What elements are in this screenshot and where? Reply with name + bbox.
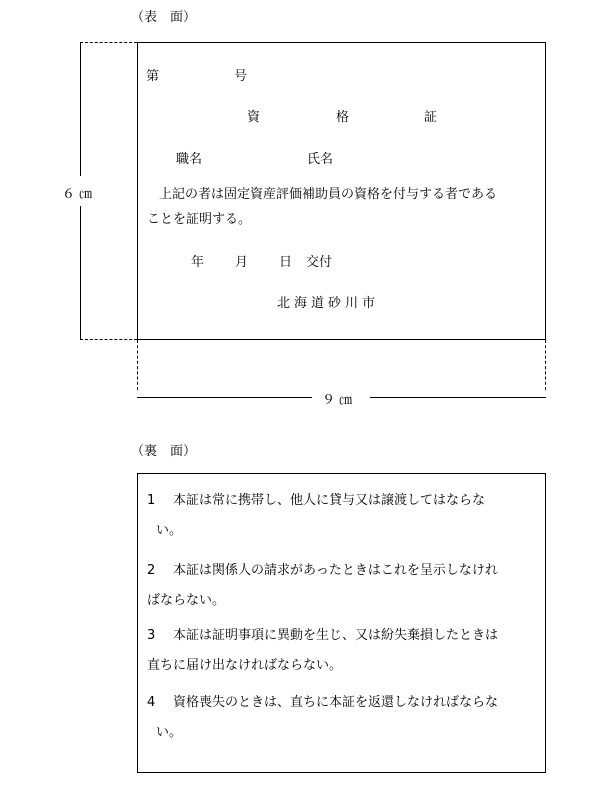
item-number: 3 [147, 628, 156, 643]
height-dimension-line-lower [80, 206, 81, 340]
width-dimension-label: ９ ㎝ [322, 393, 353, 408]
position-label: 職名 [176, 152, 203, 167]
number-label-suffix: 号 [234, 69, 248, 84]
height-dimension-line-upper [80, 42, 81, 176]
item-text: 資格喪失のときは、直ちに本証を返還しなければならな [173, 695, 499, 710]
item-text: 本証は常に携帯し、他人に貸与又は譲渡してはならな [173, 493, 486, 508]
item-text-continued: い。 [156, 523, 183, 538]
issuer-name: 北海道砂川市 [277, 296, 380, 311]
title-char-2: 格 [336, 110, 350, 125]
height-dimension-top-line [80, 42, 137, 43]
name-label: 氏名 [307, 152, 334, 167]
date-issue-label: 交付 [306, 255, 333, 270]
item-text-continued: ばならない。 [147, 593, 226, 608]
date-year-label: 年 [191, 255, 205, 270]
list-item [147, 492, 547, 540]
width-dimension-line-right [370, 397, 546, 398]
list-item [147, 694, 547, 742]
item-text: 本証は証明事項に異動を生じ、又は紛失棄損したときは [173, 628, 499, 643]
item-text-continued: い。 [156, 725, 183, 740]
title-char-3: 証 [424, 110, 438, 125]
item-number: 1 [147, 493, 156, 508]
back-heading: （裏 面） [131, 444, 197, 459]
front-heading: （表 面） [131, 10, 197, 25]
title-char-1: 資 [247, 110, 261, 125]
width-dimension-right-line [545, 340, 546, 390]
width-dimension-left-line [137, 340, 138, 390]
list-item [147, 627, 547, 675]
number-label-prefix: 第 [146, 69, 160, 84]
item-text: 本証は関係人の請求があったときはこれを呈示しなけれ [173, 563, 498, 578]
height-dimension-label: ６ ㎝ [62, 183, 92, 202]
certification-text-line-2: ことを証明する。 [147, 212, 252, 227]
item-number: 2 [147, 563, 156, 578]
width-dimension-line-left [137, 397, 312, 398]
date-day-label: 日 [279, 255, 293, 270]
item-text-continued: 直ちに届け出なければならない。 [147, 658, 343, 673]
item-number: 4 [147, 695, 156, 710]
date-month-label: 月 [235, 255, 249, 270]
certification-text-line-1: 上記の者は固定資産評価補助員の資格を付与する者である [159, 187, 498, 202]
height-dimension-bottom-line [80, 339, 137, 340]
list-item [147, 562, 547, 610]
